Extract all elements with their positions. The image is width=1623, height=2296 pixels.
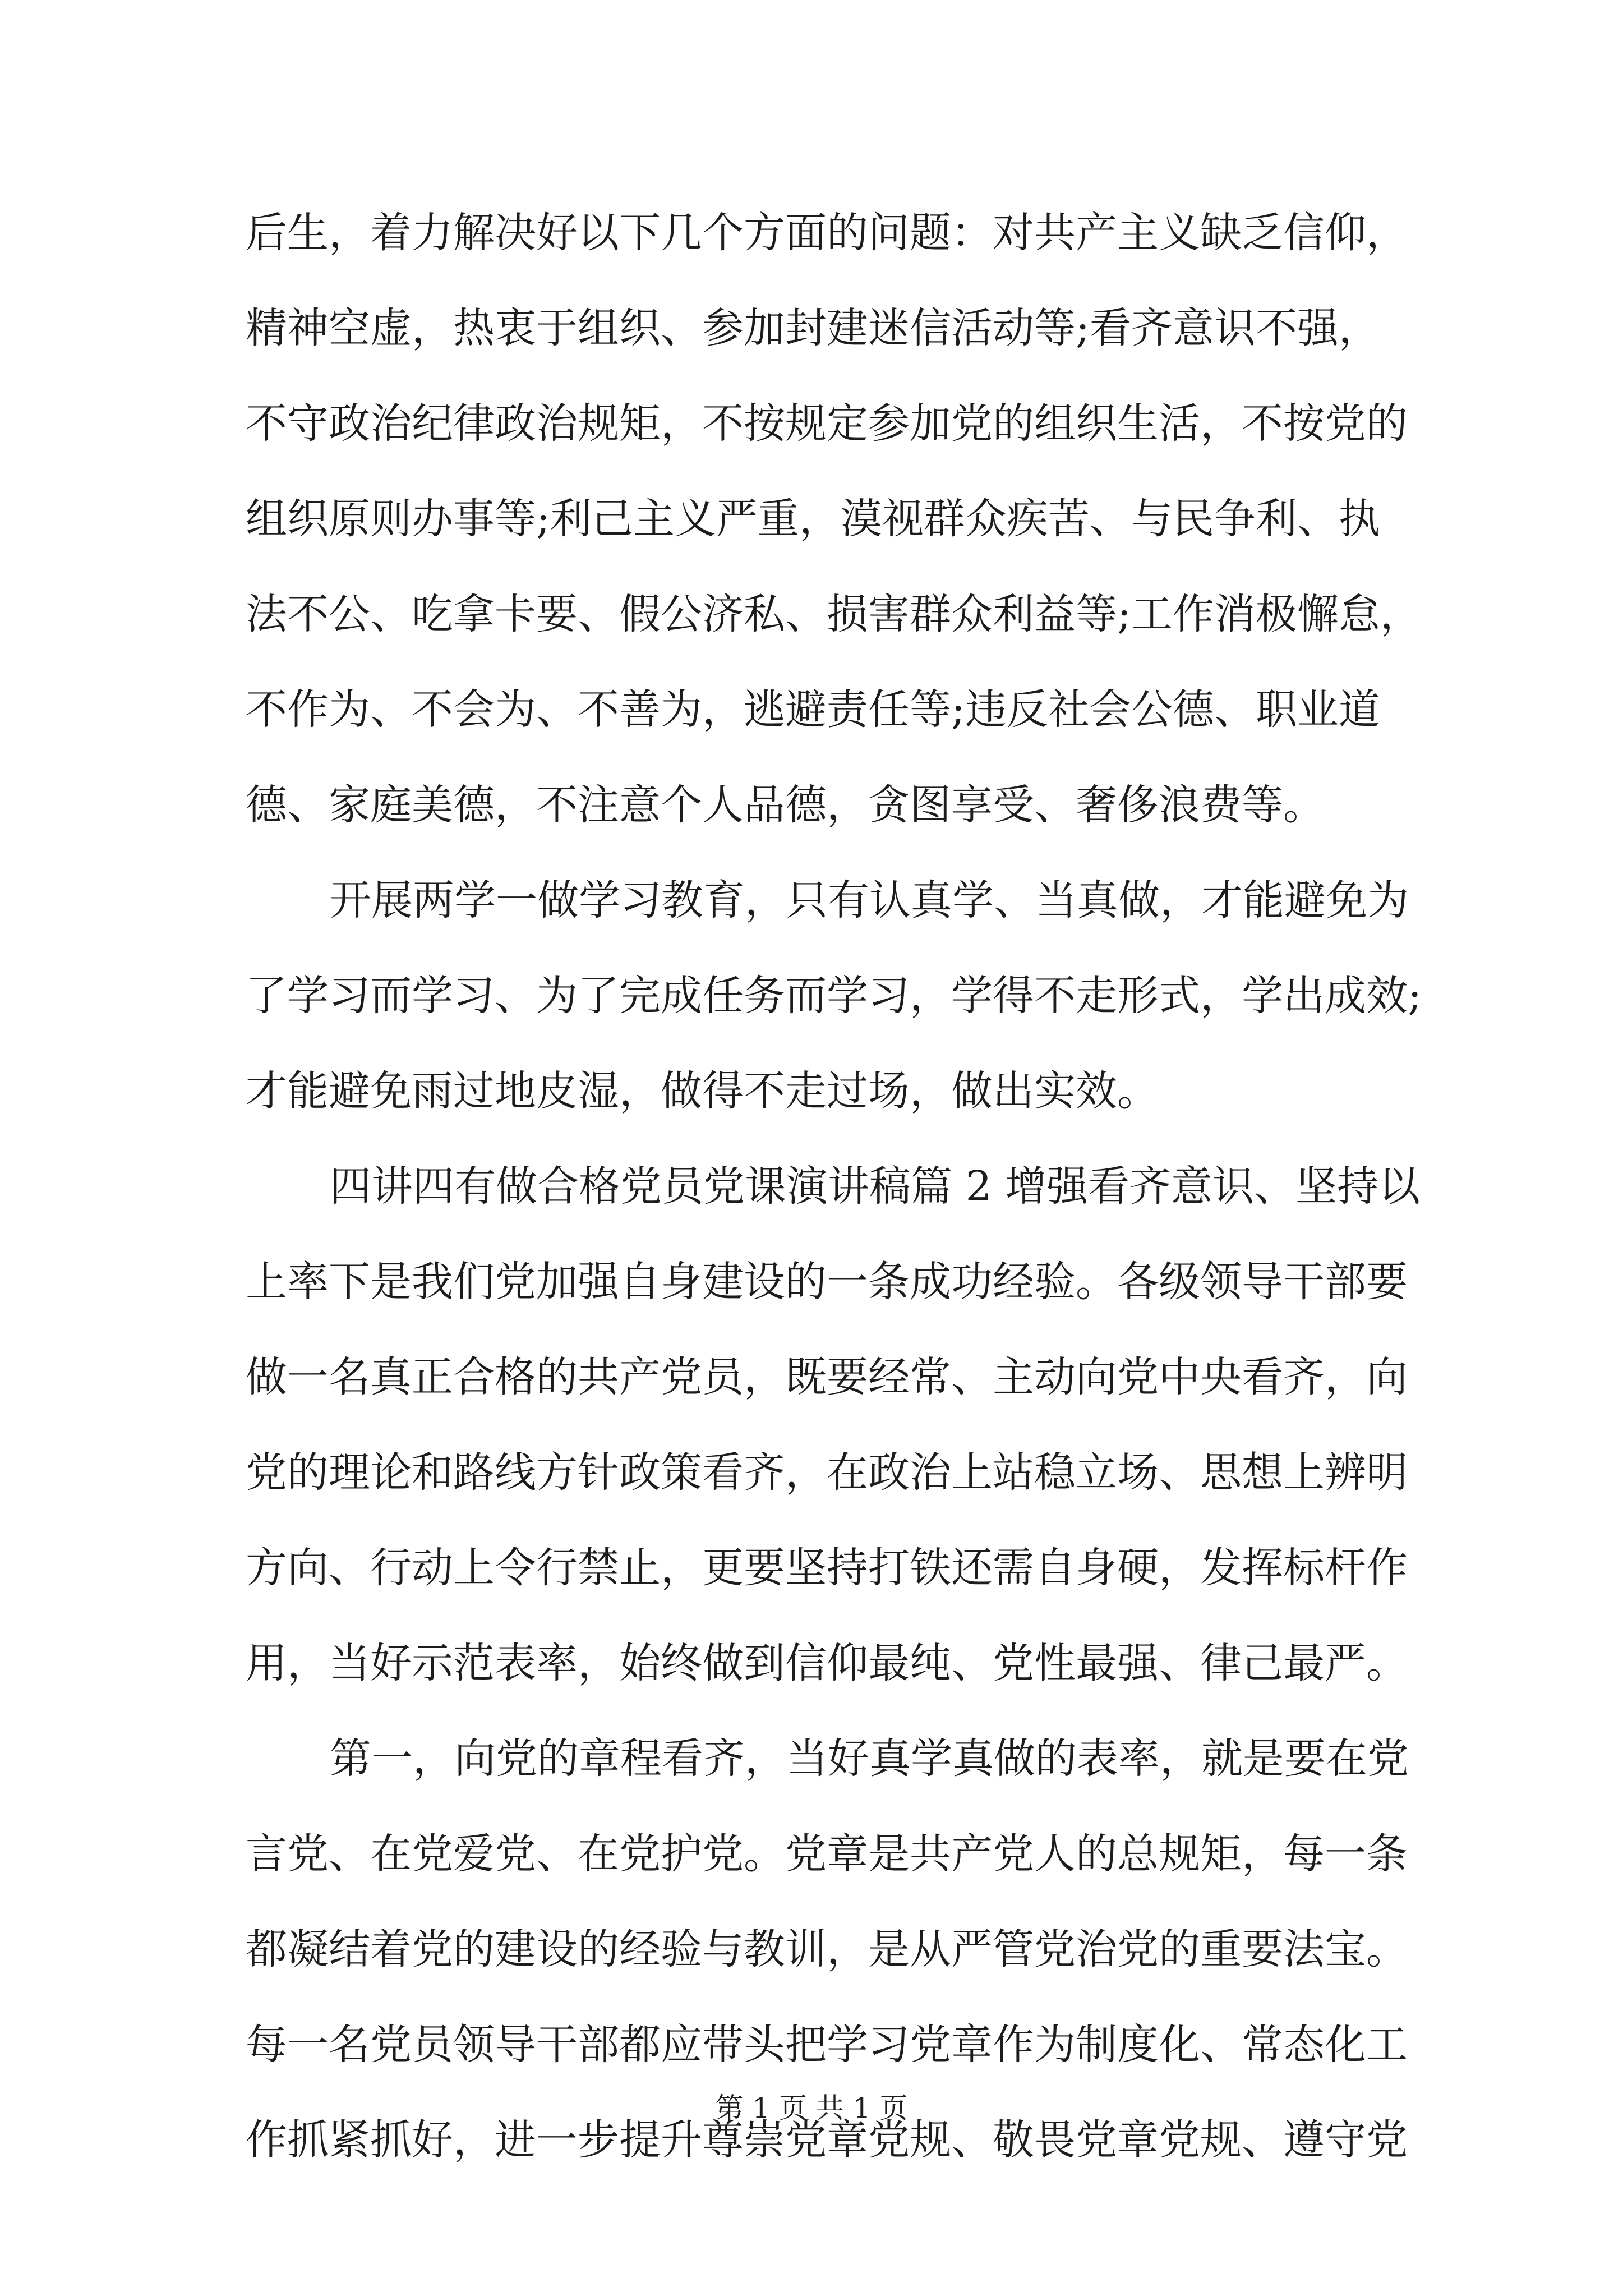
text-line: 精神空虚，热衷于组织、参加封建迷信活动等;看齐意识不强，: [246, 304, 1380, 352]
text-line: 每一名党员领导干部都应带头把学习党章作为制度化、常态化工: [246, 2021, 1408, 2069]
text-line: 做一名真正合格的共产党员，既要经常、主动向党中央看齐，向: [246, 1353, 1408, 1401]
text-line: 都凝结着党的建设的经验与教训，是从严管党治党的重要法宝。: [246, 1925, 1408, 1973]
text-line: 用，当好示范表率，始终做到信仰最纯、党性最强、律己最严。: [246, 1639, 1408, 1687]
document-body: [246, 185, 1423, 2188]
text-line: 后生，着力解决好以下几个方面的问题：对共产主义缺乏信仰，: [246, 209, 1408, 257]
text-line: 法不公、吃拿卡要、假公济私、损害群众利益等;工作消极懈怠，: [246, 590, 1422, 638]
text-line: 不作为、不会为、不善为，逃避责任等;违反社会公德、职业道: [246, 685, 1380, 734]
text-line: 作抓紧抓好，进一步提升尊崇党章党规、敬畏党章党规、遵守党: [246, 2116, 1408, 2164]
paragraph-first-line: 开展两学一做学习教育，只有认真学、当真做，才能避免为: [330, 876, 1409, 924]
paragraph-first-line: 第一，向党的章程看齐，当好真学真做的表率，就是要在党: [330, 1734, 1409, 1783]
paragraph-first-line: 四讲四有做合格党员党课演讲稿篇 2 增强看齐意识、坚持以: [330, 1162, 1421, 1211]
text-line: 德、家庭美德，不注意个人品德，贪图享受、奢侈浪费等。: [246, 781, 1325, 829]
text-line: 上率下是我们党加强自身建设的一条成功经验。各级领导干部要: [246, 1258, 1408, 1306]
text-line: 不守政治纪律政治规矩，不按规定参加党的组织生活，不按党的: [246, 399, 1408, 448]
page-number-footer: 第 1 页 共 1 页: [715, 2092, 908, 2124]
text-line: 了学习而学习、为了完成任务而学习，学得不走形式，学出成效;: [246, 972, 1422, 1020]
text-line: 才能避免雨过地皮湿，做得不走过场，做出实效。: [246, 1067, 1159, 1115]
text-line: 党的理论和路线方针政策看齐，在政治上站稳立场、思想上辨明: [246, 1448, 1408, 1497]
text-line: 方向、行动上令行禁止，更要坚持打铁还需自身硬，发挥标杆作: [246, 1544, 1408, 1592]
text-line: 组织原则办事等;利己主义严重，漠视群众疾苦、与民争利、执: [246, 495, 1380, 543]
text-line: 言党、在党爱党、在党护党。党章是共产党人的总规矩，每一条: [246, 1830, 1408, 1878]
